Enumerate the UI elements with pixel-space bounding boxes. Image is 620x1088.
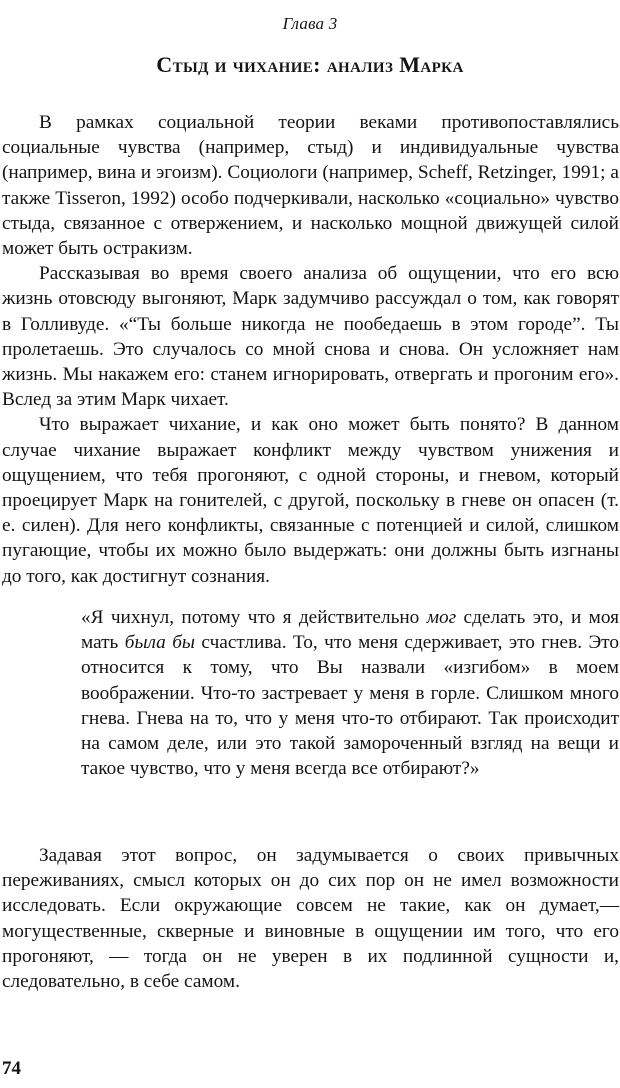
body-text-closing: [2, 843, 619, 994]
quote-text: сделать это, и моя мать: [81, 607, 619, 654]
quote-text: счастлива. То, что меня сдерживает, это гнев. Это относится к тому, что Вы назвали «изгибом» в моем воображении. Что-то застревает у меня в горле. Слишком много гнева. Гнева на то, что у меня что-то отбирают. Так происходит на самом деле, или это такой замороченный взгляд на вещи и такое чувство, что у меня всегда все отбирают?»: [81, 632, 619, 780]
quote-emphasis: была бы: [124, 632, 195, 654]
body-text-section: [2, 110, 619, 589]
paragraph-intro: В рамках социальной теории веками противопоставлялись социальные чувства (например, стыд) и индивидуальные чувства (например, вина и эгоизм). Социологи (например, Scheff, Retzinger, 1991; а также Tisseron, 1992) особо подчеркивали, насколько «социально» чувство стыда, связанное с отвержением, и насколько мощной движущей силой может быть остракизм.: [2, 112, 619, 260]
paragraph-hollywood: Рассказывая во время своего анализа об ощущении, что его всю жизнь отовсюду выгоняют, Марк задумчиво рассуждал о том, как говорят в Голливуде. «“Ты больше никогда не пообедаешь в этом городе”. Ты пролетаешь. Это случалось со мной снова и снова. Он усложняет нам жизнь. Мы накажем его: станем игнорировать, отвергать и прогоним его». Вслед за этим Марк чихает.: [2, 263, 619, 411]
paragraph-closing: Задавая этот вопрос, он задумывается о своих привычных переживаниях, смысл которых он до сих пор он не имел возможности исследовать. Если окружающие совсем не такие, как он думает,— могущественные, скверные и виновные в ощущении им того, что его прогоняют, — тогда он не уверен в их подлинной сущности и, следовательно, в себе самом.: [2, 845, 619, 993]
chapter-title: Стыд и чихание: анализ Марка: [156, 52, 464, 77]
quote-text: «Я чихнул, потому что я действительно: [81, 607, 427, 628]
chapter-label: Глава 3: [282, 14, 338, 33]
paragraph-sneeze-meaning: Что выражает чихание, и как оно может быть понято? В данном случае чихание выражает конфликт между чувством унижения и ощущением, что тебя прогоняют, с одной стороны, и гневом, который проецирует Марк на гонителей, с другой, поскольку в гневе он опасен (т. е. силен). Для него конфликты, связанные с потенцией и силой, слишком пугающие, чтобы их можно было выдержать: они должны быть изгнаны до того, как достигнут сознания.: [2, 414, 619, 587]
page-number: 74: [2, 1058, 21, 1079]
block-quote: [81, 605, 619, 781]
quote-emphasis: мог: [426, 607, 457, 628]
